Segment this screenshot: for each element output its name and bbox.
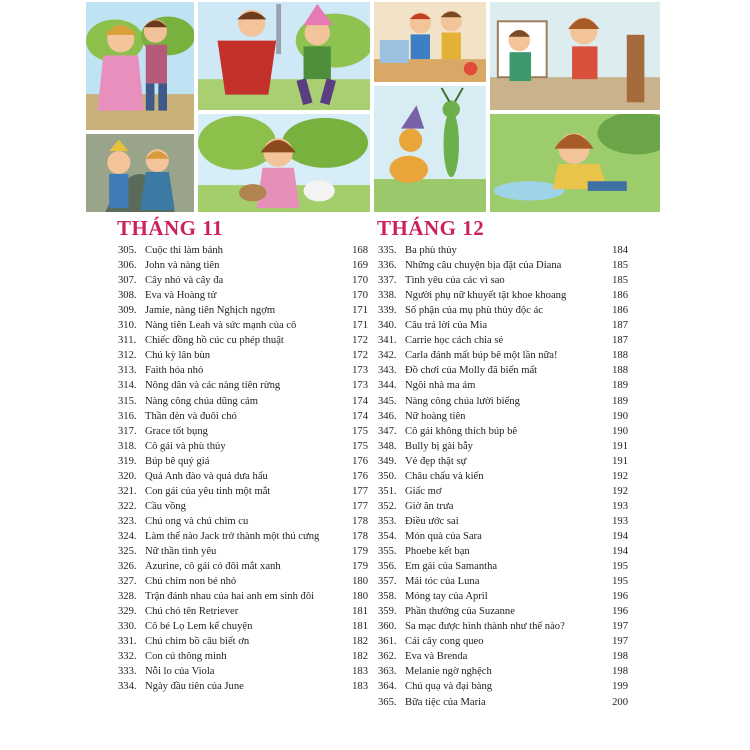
toc-entry [118,409,368,424]
entry-title: Nàng công chúa lười biếng [405,395,520,407]
entry-title: Phoebe kết bạn [405,546,470,557]
entry-num: 316. [118,410,137,422]
entry-page: 198 [612,666,628,678]
entry-num: 332. [118,651,137,663]
entry-title: Carrie học cách chia sẻ [405,335,504,347]
entry-title: Chiếc đồng hồ cúc cu phép thuật [145,335,284,347]
toc-entry [118,348,368,363]
toc-entry [378,664,628,679]
entry-title: Cô gái và phù thủy [145,440,226,452]
entry-title: Phần thưởng của Suzanne [405,606,515,618]
toc-entry [118,589,368,604]
entry-page: 177 [352,485,368,497]
illustration-kids-room [372,0,488,84]
entry-num: 318. [118,440,137,452]
entry-title: Số phận của mụ phù thủy độc ác [405,305,543,317]
entry-title: Cái cây cong queo [405,636,484,648]
entry-page: 175 [352,440,368,452]
entry-num: 354. [378,530,397,542]
toc-entry [378,529,628,544]
entry-num: 331. [118,636,137,648]
entry-title: Tình yêu của các vì sao [405,275,505,287]
toc-entry [118,288,368,303]
entry-title: Chú chim bồ câu biết ơn [145,636,250,648]
entry-num: 345. [378,395,397,407]
entry-page: 191 [612,455,628,467]
toc-entry [118,679,368,694]
entry-title: Món quà của Sara [405,530,482,542]
entry-title: Bữa tiệc của Maria [405,696,486,708]
entry-title: Châu chấu và kiến [405,470,484,482]
entry-title: Móng tay của April [405,591,488,603]
entry-title: Mái tóc của Luna [405,576,480,588]
entry-num: 309. [118,305,137,317]
entry-title: Cầu vồng [145,500,186,512]
entry-page: 171 [352,320,368,332]
entry-title: Nỗi lo của Viola [145,666,215,678]
entry-num: 352. [378,500,397,512]
entry-title: Azurine, cô gái có đôi mắt xanh [145,561,281,573]
entry-num: 328. [118,591,137,603]
toc-entry [118,574,368,589]
entry-num: 335. [378,245,397,256]
entry-num: 355. [378,546,397,557]
entry-num: 327. [118,576,137,588]
entry-title: Nữ thần tình yêu [145,546,217,557]
entry-num: 333. [118,666,137,678]
toc-entry [118,363,368,378]
entry-page: 171 [352,305,368,317]
toc-entry [378,499,628,514]
toc-entry [378,649,628,664]
toc-entry [118,604,368,619]
entry-num: 344. [378,380,397,392]
entry-page: 186 [612,290,628,302]
entry-title: Búp bê quý giá [145,455,210,467]
entry-page: 187 [612,320,628,332]
entry-page: 179 [352,561,368,573]
entry-title: Ngày đầu tiên của June [145,681,244,693]
entry-page: 197 [612,636,628,648]
entry-num: 348. [378,440,397,452]
entry-num: 364. [378,681,397,693]
entry-page: 188 [612,365,628,377]
toc-entry [378,634,628,649]
entry-num: 362. [378,651,397,663]
entry-num: 350. [378,470,397,482]
entry-num: 363. [378,666,397,678]
toc-entry [378,574,628,589]
toc-entry [378,484,628,499]
toc-entry [118,544,368,559]
entry-page: 174 [352,410,368,422]
entry-num: 323. [118,515,137,527]
toc-entry [378,454,628,469]
toc-entry [118,333,368,348]
entry-title: John và nàng tiên [145,260,220,272]
entry-title: Eva và Brenda [405,651,468,663]
entry-num: 349. [378,455,397,467]
entry-page: 195 [612,576,628,588]
entry-page: 194 [612,546,628,557]
toc-november [118,243,368,698]
entry-title: Cây nhỏ và cây đa [145,275,224,287]
entry-page: 186 [612,305,628,317]
toc-entry [118,243,368,258]
entry-title: Trận đánh nhau của hai anh em sinh đôi [145,591,315,603]
entry-num: 361. [378,636,397,648]
entry-page: 170 [352,275,368,287]
toc-entry [118,258,368,273]
entry-page: 190 [612,410,628,422]
entry-num: 343. [378,365,397,377]
illustration-artist-painting [488,0,662,112]
entry-page: 185 [612,275,628,287]
entry-page: 189 [612,395,628,407]
toc-entry [118,664,368,679]
toc-entry [378,514,628,529]
toc-entry [378,363,628,378]
entry-page: 191 [612,440,628,452]
entry-num: 310. [118,320,137,332]
toc-entry [378,258,628,273]
entry-page: 173 [352,365,368,377]
entry-title: Những câu chuyện bịa đặt của Diana [405,260,562,272]
entry-num: 307. [118,275,137,287]
entry-page: 175 [352,425,368,437]
entry-num: 315. [118,395,137,407]
entry-page: 184 [612,245,628,256]
entry-title: Câu trả lời của Mia [405,320,488,332]
entry-page: 189 [612,380,628,392]
entry-title: Grace tốt bụng [145,425,208,437]
entry-num: 317. [118,425,137,437]
toc-entry [118,514,368,529]
entry-num: 320. [118,470,137,482]
entry-page: 199 [612,681,628,693]
entry-title: Chú quạ và đại bàng [405,681,493,693]
month-heading-december: THÁNG 12 [377,216,485,240]
entry-num: 325. [118,546,137,557]
toc-entry [378,318,628,333]
entry-num: 337. [378,275,397,287]
entry-page: 177 [352,500,368,512]
illustration-prince-princess-cave [84,132,196,214]
entry-num: 346. [378,410,397,422]
toc-december [378,243,628,713]
toc-entry [118,649,368,664]
entry-title: Vẻ đẹp thật sự [405,455,467,467]
entry-page: 172 [352,350,368,362]
entry-num: 356. [378,561,397,573]
entry-title: Melanie ngờ nghệch [405,666,492,678]
entry-title: Faith hóa nhỏ [145,365,204,377]
entry-page: 192 [612,470,628,482]
toc-entry [378,469,628,484]
month-heading-november: THÁNG 11 [117,216,224,240]
entry-title: Chú kỳ lân bùn [145,350,211,362]
entry-page: 188 [612,350,628,362]
entry-num: 359. [378,606,397,618]
toc-entry [378,303,628,318]
illustration-knight-sword [196,0,372,112]
entry-title: Bully bị gài bẫy [405,440,473,452]
entry-page: 180 [352,576,368,588]
toc-entry [118,394,368,409]
entry-page: 181 [352,606,368,618]
entry-num: 308. [118,290,137,302]
entry-num: 324. [118,530,137,542]
entry-num: 360. [378,621,397,633]
toc-entry [378,273,628,288]
entry-num: 330. [118,621,137,633]
entry-page: 170 [352,290,368,302]
entry-title: Eva và Hoàng tử [145,290,217,302]
entry-num: 339. [378,305,397,317]
entry-title: Người phụ nữ khuyết tật khoe khoang [405,290,567,302]
entry-page: 197 [612,621,628,633]
toc-entry [378,378,628,393]
entry-page: 181 [352,621,368,633]
toc-entry [118,484,368,499]
entry-page: 196 [612,591,628,603]
entry-num: 341. [378,335,397,347]
entry-page: 183 [352,681,368,693]
toc-entry [118,499,368,514]
illustration-grasshopper-and-bee [372,84,488,214]
toc-entry [118,469,368,484]
toc-entry [118,378,368,393]
entry-title: Nàng công chúa dũng cảm [145,395,258,407]
toc-entry [378,544,628,559]
illustration-girl-lying-grass [488,112,662,214]
entry-num: 312. [118,350,137,362]
entry-num: 321. [118,485,137,497]
entry-title: Cuộc thi làm bánh [145,245,223,256]
entry-num: 314. [118,380,137,392]
toc-entry [118,529,368,544]
toc-entry [378,288,628,303]
toc-entry [378,424,628,439]
toc-entry [118,439,368,454]
entry-num: 338. [378,290,397,302]
entry-title: Nông dân và các nàng tiên rừng [145,380,281,392]
entry-num: 353. [378,515,397,527]
entry-title: Quả Anh đào và quả dưa hấu [145,470,268,482]
entry-page: 198 [612,651,628,663]
entry-page: 176 [352,470,368,482]
toc-entry [378,619,628,634]
entry-page: 183 [352,666,368,678]
entry-title: Con cú thông minh [145,651,227,663]
toc-entry [378,243,628,258]
entry-page: 179 [352,546,368,557]
toc-entry [378,695,628,710]
entry-title: Nữ hoàng tiên [405,410,466,422]
entry-title: Điều ước sai [405,515,459,527]
entry-page: 178 [352,515,368,527]
entry-num: 326. [118,561,137,573]
entry-num: 336. [378,260,397,272]
entry-num: 358. [378,591,397,603]
entry-page: 187 [612,335,628,347]
entry-title: Ba phù thủy [405,245,457,256]
entry-title: Chú chó tên Retriever [145,606,239,618]
entry-page: 178 [352,530,368,542]
entry-num: 357. [378,576,397,588]
entry-num: 311. [118,335,137,347]
toc-entry [118,424,368,439]
entry-title: Cô gái không thích búp bê [405,425,518,437]
entry-page: 182 [352,636,368,648]
entry-num: 319. [118,455,137,467]
entry-title: Đồ chơi của Molly đã biến mất [405,365,538,377]
entry-page: 168 [352,245,368,256]
entry-num: 334. [118,681,137,693]
entry-title: Giờ ăn trưa [405,500,454,512]
entry-page: 174 [352,395,368,407]
entry-page: 193 [612,515,628,527]
entry-page: 200 [612,696,628,708]
toc-entry [378,409,628,424]
entry-num: 305. [118,245,137,256]
entry-num: 347. [378,425,397,437]
entry-title: Ngôi nhà ma ám [405,380,476,392]
toc-entry [378,604,628,619]
toc-entry [378,679,628,694]
entry-page: 176 [352,455,368,467]
toc-entry [118,559,368,574]
toc-entry [118,318,368,333]
toc-entry [378,333,628,348]
entry-page: 193 [612,500,628,512]
toc-entry [118,619,368,634]
entry-page: 194 [612,530,628,542]
entry-num: 340. [378,320,397,332]
entry-page: 192 [612,485,628,497]
entry-page: 169 [352,260,368,272]
entry-page: 185 [612,260,628,272]
entry-num: 329. [118,606,137,618]
entry-title: Jamie, nàng tiên Nghịch ngợm [145,305,276,317]
illustration-princess-farmer [84,0,196,132]
entry-title: Nàng tiên Leah và sức mạnh của cô [145,320,297,332]
toc-entry [118,454,368,469]
toc-entry [378,394,628,409]
entry-title: Chú chim non bé nhỏ [145,576,237,588]
entry-num: 306. [118,260,137,272]
entry-page: 196 [612,606,628,618]
entry-page: 180 [352,591,368,603]
toc-entry [378,559,628,574]
entry-title: Sa mạc được hình thành như thế nào? [405,621,565,633]
entry-title: Con gái của yêu tinh một mắt [145,485,271,497]
toc-entry [378,589,628,604]
entry-num: 313. [118,365,137,377]
entry-num: 322. [118,500,137,512]
entry-title: Làm thế nào Jack trở thành một thú cưng [145,530,320,542]
entry-title: Giấc mơ [405,485,442,497]
entry-page: 182 [352,651,368,663]
entry-page: 172 [352,335,368,347]
toc-entry [378,348,628,363]
entry-page: 173 [352,380,368,392]
illustration-girl-with-animals [196,112,372,214]
entry-num: 365. [378,696,397,708]
entry-title: Carla đánh mất búp bê một lần nữa! [405,350,558,362]
toc-entry [378,439,628,454]
toc-entry [118,273,368,288]
toc-entry [118,303,368,318]
toc-entry [118,634,368,649]
entry-num: 342. [378,350,397,362]
entry-page: 190 [612,425,628,437]
entry-num: 351. [378,485,397,497]
entry-title: Em gái của Samantha [405,561,498,573]
entry-title: Chú ong và chú chim cu [145,515,249,527]
entry-title: Thần đèn và đuôi chó [145,410,237,422]
entry-page: 195 [612,561,628,573]
entry-title: Cô bé Lọ Lem kể chuyện [145,621,253,633]
